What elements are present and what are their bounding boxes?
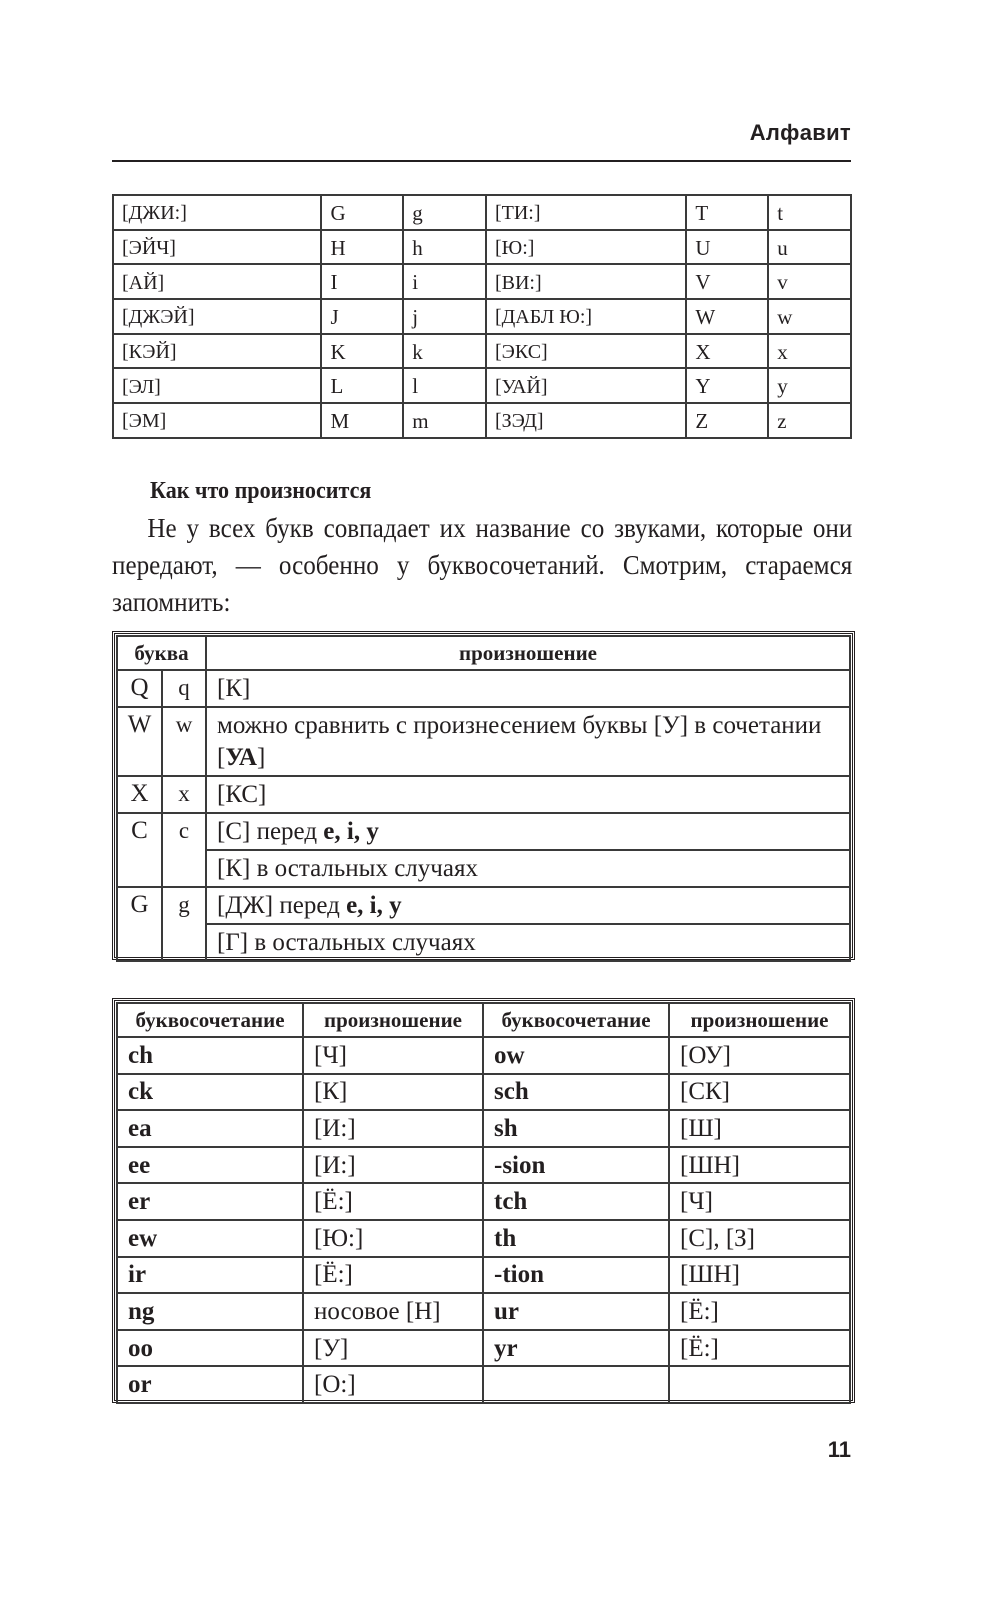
table-row [117, 1074, 850, 1111]
letter-lower: y [768, 368, 851, 403]
pron-left: [К] [303, 1074, 483, 1111]
letter-upper: Z [686, 403, 768, 438]
letter-lower: h [403, 230, 486, 265]
table-row [117, 1110, 850, 1147]
letter-name: [ЭЛ] [113, 368, 321, 403]
letter-name: [УАЙ] [486, 368, 686, 403]
combo-right: -sion [483, 1147, 669, 1184]
combo-left: oo [117, 1330, 303, 1367]
letter-name: [ДЖИ:] [113, 195, 321, 230]
combo-right: sh [483, 1110, 669, 1147]
pron-left: [Ё:] [303, 1257, 483, 1294]
letter-lower: u [768, 230, 851, 265]
letter-upper: H [321, 230, 403, 265]
combo-right: ow [483, 1037, 669, 1074]
table-row [117, 924, 850, 961]
letter-upper: X [686, 334, 768, 369]
table-row [113, 264, 851, 299]
table-row [113, 403, 851, 438]
letter-upper: Y [686, 368, 768, 403]
combo-right: tch [483, 1183, 669, 1220]
pronunciation [206, 707, 850, 776]
combo-left: ea [117, 1110, 303, 1147]
letters-table-frame [112, 631, 855, 960]
pron-left: носовое [Н] [303, 1293, 483, 1330]
pron-bold: e, i, y [323, 818, 379, 845]
pron-right: [ШН] [669, 1147, 850, 1184]
pronunciation: [КС] [206, 776, 850, 813]
intro-paragraph: Не у всех букв совпадает их название со звуками, которые они передают, — особенно у буквосочетаний. Смотрим, стараемся запомнить: [112, 513, 853, 617]
combo-left: ck [117, 1074, 303, 1111]
table-row [117, 670, 850, 707]
pron-right: [С], [З] [669, 1220, 850, 1257]
letter-lower: g [162, 887, 206, 961]
pronunciation [206, 887, 850, 924]
table-row [113, 368, 851, 403]
letter-upper: W [117, 707, 162, 776]
letter-upper: G [321, 195, 403, 230]
pron-bold: e, i, y [346, 892, 402, 919]
table-row [113, 334, 851, 369]
table-row [117, 1183, 850, 1220]
letter-lower: t [768, 195, 851, 230]
table-row [117, 887, 850, 924]
alphabet-table [112, 194, 852, 439]
letter-upper: L [321, 368, 403, 403]
table-row [117, 1330, 850, 1367]
combo-left: er [117, 1183, 303, 1220]
pron-right: [Ё:] [669, 1293, 850, 1330]
letter-name: [ВИ:] [486, 264, 686, 299]
pron-bold: УА [225, 744, 257, 771]
table-row [117, 1147, 850, 1184]
letter-lower: z [768, 403, 851, 438]
pron-right: [ОУ] [669, 1037, 850, 1074]
table-row [113, 299, 851, 334]
letter-lower: c [162, 813, 206, 887]
letter-upper: Q [117, 670, 162, 707]
header-letter: буква [117, 636, 206, 670]
table-row [113, 195, 851, 230]
letter-name: [Ю:] [486, 230, 686, 265]
letter-upper: K [321, 334, 403, 369]
letter-upper: J [321, 299, 403, 334]
pronunciation: [К] [206, 670, 850, 707]
running-title: Алфавит [749, 120, 851, 145]
letter-lower: w [768, 299, 851, 334]
letter-upper: G [117, 887, 162, 961]
combo-table-frame [112, 998, 855, 1403]
table-row [117, 1037, 850, 1074]
letter-lower: x [768, 334, 851, 369]
pron-right: [СК] [669, 1074, 850, 1111]
pronunciation: [Г] в остальных случаях [206, 924, 850, 961]
table-row [117, 813, 850, 850]
pron-right: [Ш] [669, 1110, 850, 1147]
table-row [117, 707, 850, 776]
letters-table [116, 635, 851, 962]
table-row [117, 1366, 850, 1403]
pron-left: [И:] [303, 1110, 483, 1147]
pron-text: [ДЖ] перед [217, 892, 347, 919]
combo-left: ng [117, 1293, 303, 1330]
pron-left: [И:] [303, 1147, 483, 1184]
combo-right: sch [483, 1074, 669, 1111]
pron-right: [ШН] [669, 1257, 850, 1294]
letter-upper: C [117, 813, 162, 887]
pronunciation: [К] в остальных случаях [206, 850, 850, 887]
pron-right [669, 1366, 850, 1403]
letter-name: [КЭЙ] [113, 334, 321, 369]
letter-upper: V [686, 264, 768, 299]
page-number: 11 [827, 1437, 851, 1462]
letter-name: [ДЖЭЙ] [113, 299, 321, 334]
combo-right: th [483, 1220, 669, 1257]
letter-lower: g [403, 195, 486, 230]
header-combo-right: буквосочетание [483, 1003, 669, 1037]
combo-left: ch [117, 1037, 303, 1074]
table-row [117, 1293, 850, 1330]
pron-left: [Ю:] [303, 1220, 483, 1257]
combo-table [116, 1002, 851, 1404]
pron-left: [О:] [303, 1366, 483, 1403]
letter-name: [ЭЙЧ] [113, 230, 321, 265]
table-row [117, 850, 850, 887]
letter-upper: U [686, 230, 768, 265]
pron-right: [Ч] [669, 1183, 850, 1220]
letter-lower: m [403, 403, 486, 438]
letter-name: [ЭМ] [113, 403, 321, 438]
header-pron-left: произношение [303, 1003, 483, 1037]
combo-left: ee [117, 1147, 303, 1184]
combo-right [483, 1366, 669, 1403]
letter-lower: k [403, 334, 486, 369]
letter-lower: l [403, 368, 486, 403]
letter-lower: j [403, 299, 486, 334]
pronunciation [206, 813, 850, 850]
header-pron-right: произношение [669, 1003, 850, 1037]
table-row [117, 1257, 850, 1294]
letter-lower: q [162, 670, 206, 707]
pron-left: [У] [303, 1330, 483, 1367]
letter-upper: W [686, 299, 768, 334]
pron-left: [Ч] [303, 1037, 483, 1074]
combo-left: ew [117, 1220, 303, 1257]
letter-lower: w [162, 707, 206, 776]
table-row [113, 230, 851, 265]
header-pronunciation: произношение [206, 636, 850, 670]
letter-upper: M [321, 403, 403, 438]
letter-lower: x [162, 776, 206, 813]
pron-text: [С] перед [217, 818, 324, 845]
table-row [117, 1220, 850, 1257]
letter-name: [ДАБЛ Ю:] [486, 299, 686, 334]
letter-name: [ЭКС] [486, 334, 686, 369]
combo-right: yr [483, 1330, 669, 1367]
combo-left: ir [117, 1257, 303, 1294]
pron-end: ] [256, 744, 266, 771]
letter-name: [ЗЭД] [486, 403, 686, 438]
combo-left: or [117, 1366, 303, 1403]
letter-upper: T [686, 195, 768, 230]
letter-lower: v [768, 264, 851, 299]
letter-lower: i [403, 264, 486, 299]
letter-name: [ТИ:] [486, 195, 686, 230]
letter-name: [АЙ] [113, 264, 321, 299]
pron-left: [Ё:] [303, 1183, 483, 1220]
section-title: Как что произносится [150, 478, 372, 504]
letter-upper: I [321, 264, 403, 299]
pron-right: [Ё:] [669, 1330, 850, 1367]
header-combo-left: буквосочетание [117, 1003, 303, 1037]
combo-right: ur [483, 1293, 669, 1330]
table-row [117, 776, 850, 813]
combo-right: -tion [483, 1257, 669, 1294]
header-rule [112, 160, 851, 162]
letter-upper: X [117, 776, 162, 813]
pron-text: можно сравнить с произнесением буквы [У] в сочетании [ [217, 712, 822, 771]
